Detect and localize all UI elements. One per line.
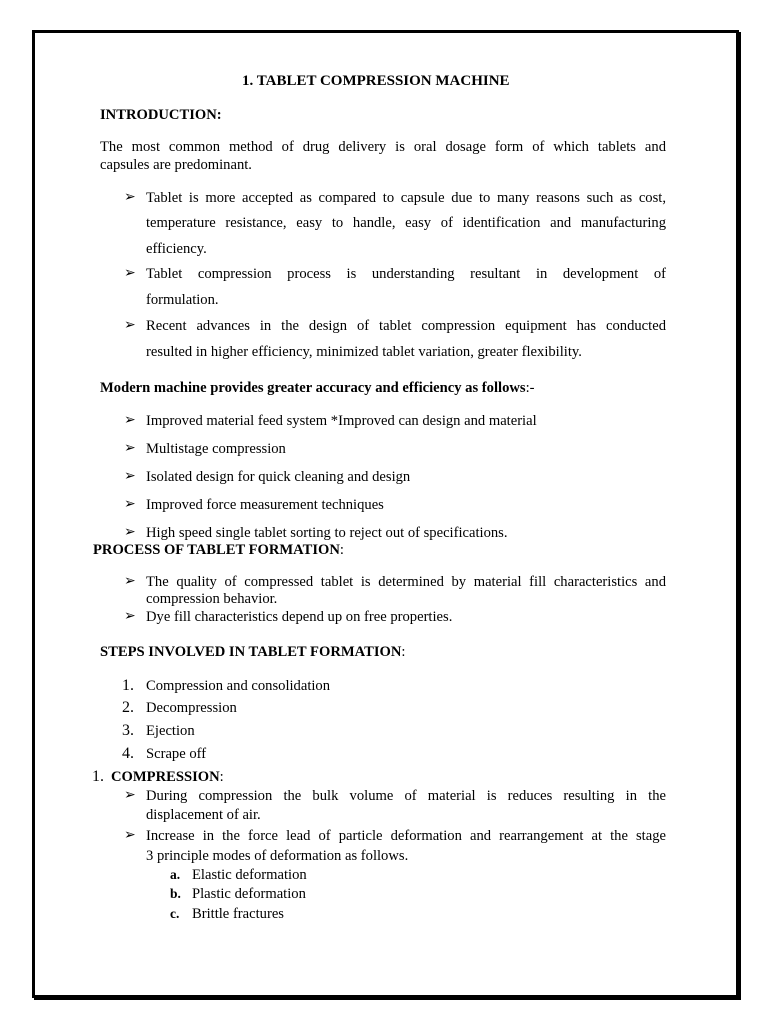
intro-bullet-line: Tablet is more accepted as compared to capsule due to many reasons such as cost, [146, 190, 666, 206]
compression-bullet-line: Increase in the force lead of particle deformation and rearrangement at the stage [146, 828, 666, 844]
step-text: Compression and consolidation [146, 678, 331, 694]
mode-letter: a. [170, 867, 181, 882]
compression-number: 1. [92, 768, 104, 785]
modern-bullet: Improved force measurement techniques [146, 497, 384, 513]
modern-bullet: High speed single tablet sorting to reject out of specifications. [146, 525, 508, 541]
arrow-bullet-icon: ➢ [124, 190, 136, 205]
arrow-bullet-icon: ➢ [124, 441, 136, 456]
compression-bullet-line: During compression the bulk volume of material is reduces resulting in the [146, 788, 666, 804]
step-number: 1. [122, 677, 134, 694]
introduction-heading: INTRODUCTION: [100, 107, 222, 123]
modern-heading [100, 379, 535, 397]
arrow-bullet-icon: ➢ [124, 413, 136, 428]
compression-heading-bold: COMPRESSION [111, 769, 220, 785]
intro-bullet-line: Recent advances in the design of tablet compression equipment has conducted [146, 318, 666, 334]
intro-paragraph-line: capsules are predominant. [100, 157, 252, 173]
mode-text: Elastic deformation [192, 867, 307, 883]
process-heading-bold: PROCESS OF TABLET FORMATION [93, 542, 340, 558]
mode-letter: b. [170, 886, 181, 901]
step-number: 2. [122, 699, 134, 716]
steps-heading-tail: : [401, 644, 406, 660]
arrow-bullet-icon: ➢ [124, 828, 136, 843]
arrow-bullet-icon: ➢ [124, 788, 136, 803]
steps-heading [100, 643, 405, 661]
modern-bullet: Isolated design for quick cleaning and design [146, 469, 411, 485]
intro-bullet-line: efficiency. [146, 241, 207, 257]
modern-heading-bold: Modern machine provides greater accuracy and efficiency as follows [100, 380, 526, 396]
compression-bullet-line: 3 principle modes of deformation as follows. [146, 848, 409, 864]
intro-bullet-line: resulted in higher efficiency, minimized tablet variation, greater flexibility. [146, 344, 582, 360]
steps-heading-bold: STEPS INVOLVED IN TABLET FORMATION [100, 644, 402, 660]
intro-bullet-line: temperature resistance, easy to handle, easy of identification and manufacturing [146, 215, 666, 231]
arrow-bullet-icon: ➢ [124, 469, 136, 484]
process-bullet-line: The quality of compressed tablet is determined by material fill characteristics and [146, 574, 666, 590]
arrow-bullet-icon: ➢ [124, 609, 136, 624]
process-bullet-line: Dye fill characteristics depend up on free properties. [146, 609, 453, 625]
arrow-bullet-icon: ➢ [124, 266, 136, 281]
mode-letter: c. [170, 906, 180, 921]
intro-bullet-line: formulation. [146, 292, 219, 308]
arrow-bullet-icon: ➢ [124, 318, 136, 333]
mode-text: Plastic deformation [192, 886, 306, 902]
step-number: 3. [122, 722, 134, 739]
compression-heading-tail: : [219, 769, 224, 785]
compression-heading [111, 768, 224, 786]
step-text: Scrape off [146, 746, 207, 762]
modern-heading-tail: :- [525, 380, 535, 396]
page-title: 1. TABLET COMPRESSION MACHINE [242, 73, 510, 89]
arrow-bullet-icon: ➢ [124, 525, 136, 540]
step-text: Decompression [146, 700, 237, 716]
process-heading-tail: : [339, 542, 344, 558]
compression-bullet-line: displacement of air. [146, 807, 261, 823]
step-number: 4. [122, 745, 134, 762]
modern-bullet: Multistage compression [146, 441, 286, 457]
intro-bullet-line: Tablet compression process is understanding resultant in development of [146, 266, 666, 282]
process-bullet-line: compression behavior. [146, 591, 278, 607]
mode-text: Brittle fractures [192, 906, 284, 922]
arrow-bullet-icon: ➢ [124, 497, 136, 512]
step-text: Ejection [146, 723, 195, 739]
process-heading [93, 541, 344, 559]
intro-paragraph-line: The most common method of drug delivery is oral dosage form of which tablets and [100, 139, 666, 155]
arrow-bullet-icon: ➢ [124, 574, 136, 589]
modern-bullet: Improved material feed system *Improved can design and material [146, 413, 537, 429]
